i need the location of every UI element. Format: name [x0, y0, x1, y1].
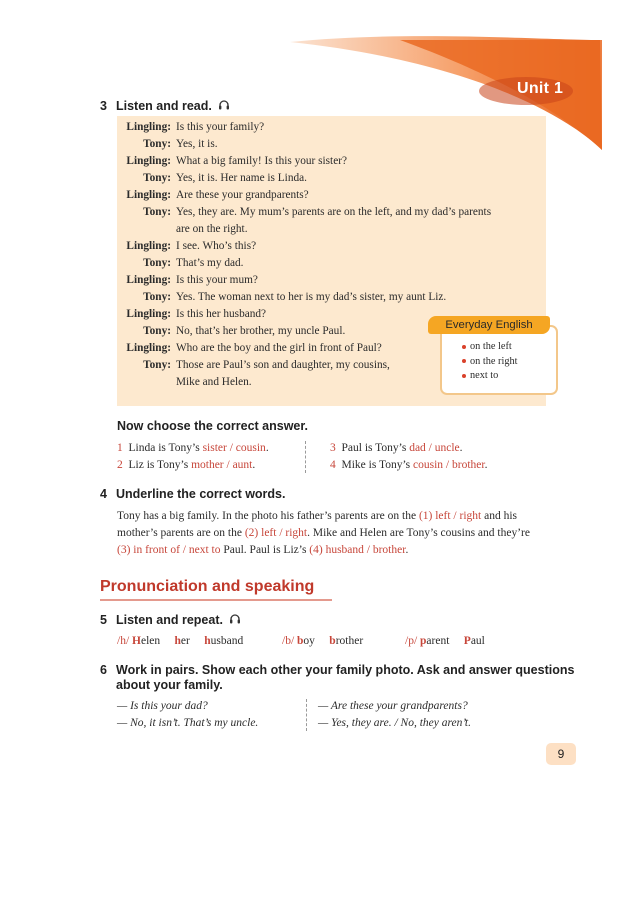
everyday-english-list	[462, 340, 517, 384]
headphones-icon[interactable]	[229, 613, 241, 628]
column-divider	[306, 699, 307, 731]
dialogue-line: Lingling: What a big family! Is this your sister?	[126, 155, 347, 167]
everyday-english-title: Everyday English	[428, 316, 550, 334]
dialogue-line: Tony: Yes, it is.	[143, 138, 218, 150]
bullet-icon	[462, 359, 466, 363]
choose-item: 1 Linda is Tony’s sister / cousin.	[117, 442, 269, 454]
blank-2-options[interactable]: (2) left / right	[244, 527, 308, 539]
page-number: 9	[546, 743, 576, 765]
example-line: — No, it isn’t. That’s my uncle.	[117, 717, 259, 729]
blank-3-options[interactable]: (3) in front of / next to	[117, 544, 221, 556]
task-4-paragraph-line: Tony has a big family. In the photo his father’s parents are on the (1) left / right and his	[117, 510, 518, 522]
blank-4-options[interactable]: (4) husband / brother	[309, 544, 406, 556]
section-underline	[100, 599, 332, 601]
headphones-icon[interactable]	[218, 99, 230, 114]
choose-item: 3 Paul is Tony’s dad / uncle.	[330, 442, 463, 454]
dialogue-line: Tony: Yes, they are. My mum’s parents are on the left, and my dad’s parents	[143, 206, 492, 218]
answer-options[interactable]: dad / uncle	[409, 442, 460, 454]
example-line: — Are these your grandparents?	[318, 700, 468, 712]
dialogue-line: Tony: No, that’s her brother, my uncle Paul.	[143, 325, 346, 337]
dialogue-line: Tony: Yes. The woman next to her is my dad’s sister, my aunt Liz.	[143, 291, 447, 303]
dialogue-line: Tony: Those are Paul’s son and daughter, my cousins,	[143, 359, 390, 371]
unit-label: Unit 1	[517, 80, 564, 97]
column-divider	[305, 441, 306, 473]
choose-item: 2 Liz is Tony’s mother / aunt.	[117, 459, 256, 471]
task-4-heading: 4 Underline the correct words.	[100, 487, 286, 501]
task-4-paragraph-line: (3) in front of / next to Paul. Paul is Liz’s (4) husband / brother.	[117, 544, 409, 556]
answer-options[interactable]: mother / aunt	[191, 459, 253, 471]
task-5-heading: 5 Listen and repeat.	[100, 613, 241, 628]
dialogue-line: Lingling: I see. Who’s this?	[126, 240, 257, 252]
dialogue-line: Lingling: Is this her husband?	[126, 308, 267, 320]
section-title: Pronunciation and speaking	[100, 578, 315, 595]
list-item: next to	[462, 369, 517, 384]
task-6-heading: 6 Work in pairs. Show each other your family photo. Ask and answer questions about your family.	[100, 663, 575, 692]
list-item: on the left	[462, 340, 517, 355]
list-item: on the right	[462, 355, 517, 370]
dialogue-line-continued: Mike and Helen.	[176, 376, 252, 388]
dialogue-line: Lingling: Is this your family?	[126, 121, 265, 133]
example-line: — Is this your dad?	[117, 700, 208, 712]
answer-options[interactable]: sister / cousin	[202, 442, 266, 454]
bullet-icon	[462, 374, 466, 378]
task-4-paragraph-line: mother’s parents are on the (2) left / right. Mike and Helen are Tony’s cousins and they’re	[117, 527, 530, 539]
task-number: 3	[100, 99, 107, 113]
blank-1-options[interactable]: (1) left / right	[418, 510, 482, 522]
dialogue-line: Lingling: Is this your mum?	[126, 274, 258, 286]
choose-heading: Now choose the correct answer.	[117, 419, 309, 433]
phoneme-group: /p/ parent Paul	[405, 635, 485, 647]
choose-item: 4 Mike is Tony’s cousin / brother.	[330, 459, 488, 471]
dialogue-line: Lingling: Are these your grandparents?	[126, 189, 309, 201]
phoneme-group: /b/ boy brother	[282, 635, 364, 647]
task-3-title: Listen and read.	[116, 99, 212, 113]
dialogue-line-continued: are on the right.	[176, 223, 248, 235]
answer-options[interactable]: cousin / brother	[413, 459, 485, 471]
phoneme-group: /h/ Helen her husband	[117, 635, 244, 647]
task-3-heading	[100, 99, 230, 114]
example-line: — Yes, they are. / No, they aren’t.	[318, 717, 471, 729]
dialogue-line: Lingling: Who are the boy and the girl in front of Paul?	[126, 342, 382, 354]
dialogue-line: Tony: That’s my dad.	[143, 257, 244, 269]
bullet-icon	[462, 345, 466, 349]
dialogue-line: Tony: Yes, it is. Her name is Linda.	[143, 172, 307, 184]
